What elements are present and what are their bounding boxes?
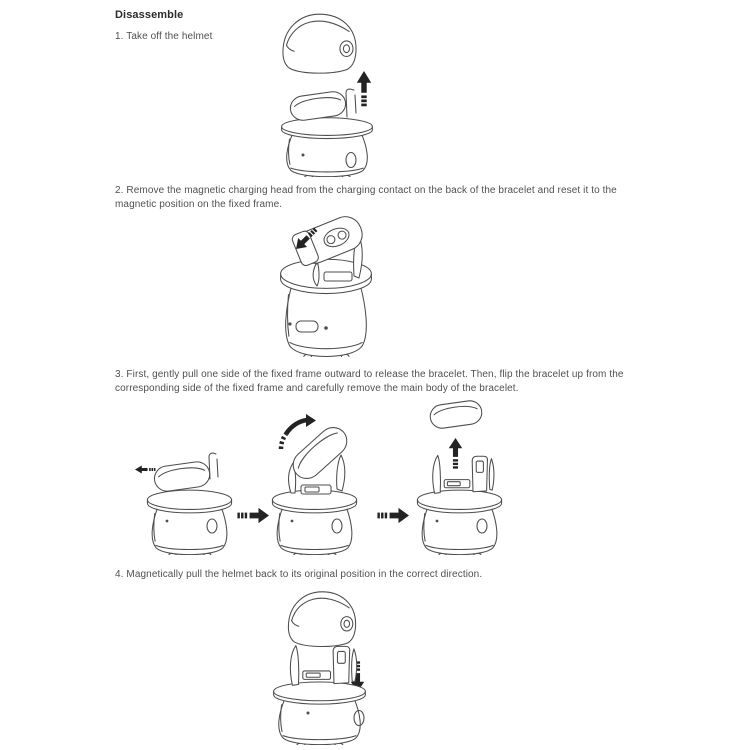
frame-clip (346, 89, 356, 117)
step-1-text (115, 30, 212, 44)
front-dot-left (288, 322, 291, 325)
step-2-line-1: 2. Remove the magnetic charging head from the charging contact on the back of the bracelet and reset it to the (115, 185, 617, 196)
step-3-line-2: corresponding side of the fixed frame and carefully remove the main body of the bracelet. (115, 383, 519, 394)
dock-with-flipped-bracelet-illustration (272, 422, 356, 557)
step-2-line-2: magnetic position on the fixed frame. (115, 199, 283, 210)
step-3-line-1: 3. First, gently pull one side of the fixed frame outward to release the bracelet. Then, flip the bracelet up from the (115, 369, 624, 380)
helmet-illustration (283, 14, 356, 73)
figure-release-bracelet (115, 393, 510, 565)
page-title: Disassemble (115, 9, 184, 21)
dock-base-illustration (282, 118, 373, 179)
step-1-line-1: 1. Take off the helmet (115, 31, 213, 42)
bracelet-body-illustration (429, 399, 484, 429)
up-arrow-icon (357, 71, 371, 106)
front-dot-right (324, 326, 328, 330)
left-arrow-icon (135, 465, 155, 473)
status-led-dot (302, 154, 305, 157)
right-arrow-icon (377, 508, 409, 523)
dock-with-bracelet-illustration (147, 453, 231, 557)
figure-remove-charging-head (262, 208, 438, 366)
dock-empty-frame-illustration (274, 646, 366, 747)
dock-empty-frame-illustration (417, 455, 501, 556)
bracelet-illustration (289, 90, 347, 122)
helmet-illustration (288, 592, 355, 647)
figure-remove-helmet (255, 5, 385, 180)
up-arrow-icon (449, 438, 463, 469)
step-4-text (115, 568, 482, 582)
front-button (296, 321, 318, 332)
step-4-line-1: 4. Magnetically pull the helmet back to its original position in the correct direction. (115, 569, 483, 580)
right-arrow-icon (237, 508, 269, 523)
figure-reattach-helmet (258, 583, 408, 750)
step-3-text (115, 368, 624, 396)
